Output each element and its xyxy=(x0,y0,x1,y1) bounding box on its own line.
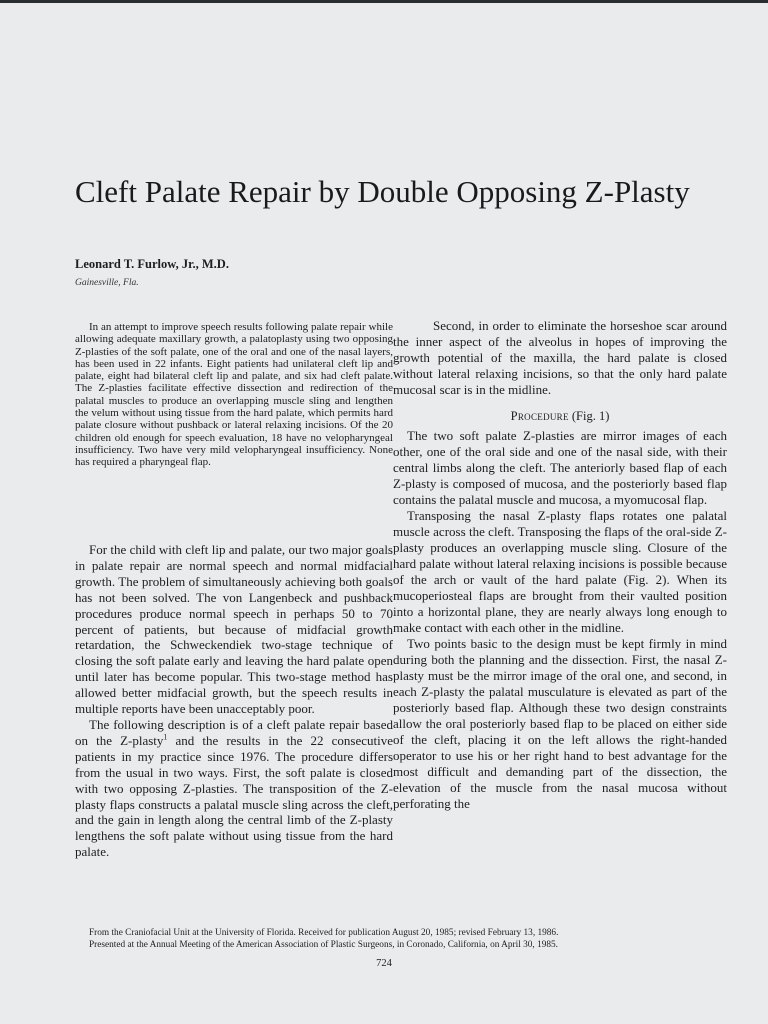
footnote-line: From the Craniofacial Unit at the University of Florida. Received for publication August 20, 1985; revised February 13, 1986. xyxy=(89,928,559,938)
footnote xyxy=(75,928,725,951)
footnote-line: Presented at the Annual Meeting of the American Association of Plastic Surgeons, in Coronado, California, on April 30, 1985. xyxy=(89,939,558,950)
reference-marker: 1 xyxy=(163,732,168,742)
body-paragraph: The two soft palate Z-plasties are mirror images of each other, one of the oral side and one of the nasal side, with their central limbs along the cleft. The anteriorly based flap of each Z-plasty is composed of mucosa, and the posteriorly based flap contains the palatal muscle and mucosa, a myomucosal flap. xyxy=(393,428,727,507)
section-heading-label: Procedure xyxy=(510,409,569,423)
abstract xyxy=(75,321,393,469)
article-title: Cleft Palate Repair by Double Opposing Z-Plasty xyxy=(75,174,690,209)
paragraph-text: The following description is of a cleft palate repair based on the Z-plasty xyxy=(75,716,393,748)
author-name: Leonard T. Furlow, Jr., M.D. xyxy=(75,257,229,271)
author-affiliation: Gainesville, Fla. xyxy=(75,278,139,288)
body-column-left xyxy=(75,542,393,860)
abstract-text: In an attempt to improve speech results following palate repair while allowing adequate maxillary growth, a palatoplasty using two opposing Z-plasties of the soft palate, one of the oral and one of the nasal layers, has been used in 22 infants. Eight patients had unilateral cleft lip and palate, eight had bilateral cleft lip and palate, and six had cleft palate. The Z-plasties facilitate effective dissection and redirection of the palatal muscles to produce an overlapping muscle sling and lengthen the velum without using tissue from the hard palate, which permits hard palate closure without pushback or lateral relaxing incisions. Of the 20 children old enough for speech evaluation, 18 have no velopharyngeal insufficiency. Two have very mild velopharyngeal insufficiency. None has required a pharyngeal flap. xyxy=(75,321,393,469)
page-number: 724 xyxy=(376,958,392,969)
body-paragraph: Transposing the nasal Z-plasty flaps rotates one palatal muscle across the cleft. Transposing the flaps of the oral-side Z-plasty produces an overlapping muscle sling. Closure of the hard palate without lateral relaxing incisions is possible because of the arch or vault of the hard palate (Fig. 2). When its mucoperiosteal flaps are brought from their vaulted position into a horizontal plane, they are nearly always long enough to make contact with each other in the midline. xyxy=(393,508,727,635)
scan-top-edge xyxy=(0,0,768,3)
section-heading xyxy=(393,408,727,424)
body-paragraph: Two points basic to the design must be kept firmly in mind during both the planning and the dissection. First, the nasal Z-plasty must be the mirror image of the oral one, and second, in each Z-plasty the palatal musculature is elevated as part of the posteriorly based flap. Although these two design constraints allow the oral posteriorly based flap to be placed on either side of the cleft, placing it on the left allows the right-handed operator to use his or her right hand to best advantage for the most difficult and demanding part of the dissection, the elevation of the muscle from the nasal mucosa without perforating the xyxy=(393,636,727,811)
figure-reference: (Fig. 1) xyxy=(568,409,610,423)
body-paragraph: Second, in order to eliminate the horseshoe scar around the inner aspect of the alveolus in hopes of improving the growth potential of the maxilla, the hard palate is closed without lateral relaxing incisions, so that the only hard palate mucosal scar is in the midline. xyxy=(393,318,727,397)
paragraph-text: and the results in the 22 consecutive patients in my practice since 1976. The procedure differs from the usual in two ways. First, the soft palate is closed with two opposing Z-plasties. The transposition of the Z-plasty flaps constructs a palatal muscle sling across the cleft, and the gain in length along the central limb of the Z-plasty lengthens the soft palate without using tissue from the hard palate. xyxy=(75,732,393,860)
body-paragraph: For the child with cleft lip and palate, our two major goals in palate repair are normal speech and normal midfacial growth. The problem of simultaneously achieving both goals has not been solved. The von Langenbeck and pushback procedures produce normal speech in perhaps 50 to 70 percent of patients, but because of midfacial growth retardation, the Schweckendiek two-stage technique of closing the soft palate early and leaving the hard palate open until later has become popular. This two-stage method has allowed better midfacial growth, but the speech results in multiple reports have been unacceptably poor. xyxy=(75,542,393,717)
body-column-right xyxy=(393,318,727,812)
body-paragraph xyxy=(75,717,393,860)
